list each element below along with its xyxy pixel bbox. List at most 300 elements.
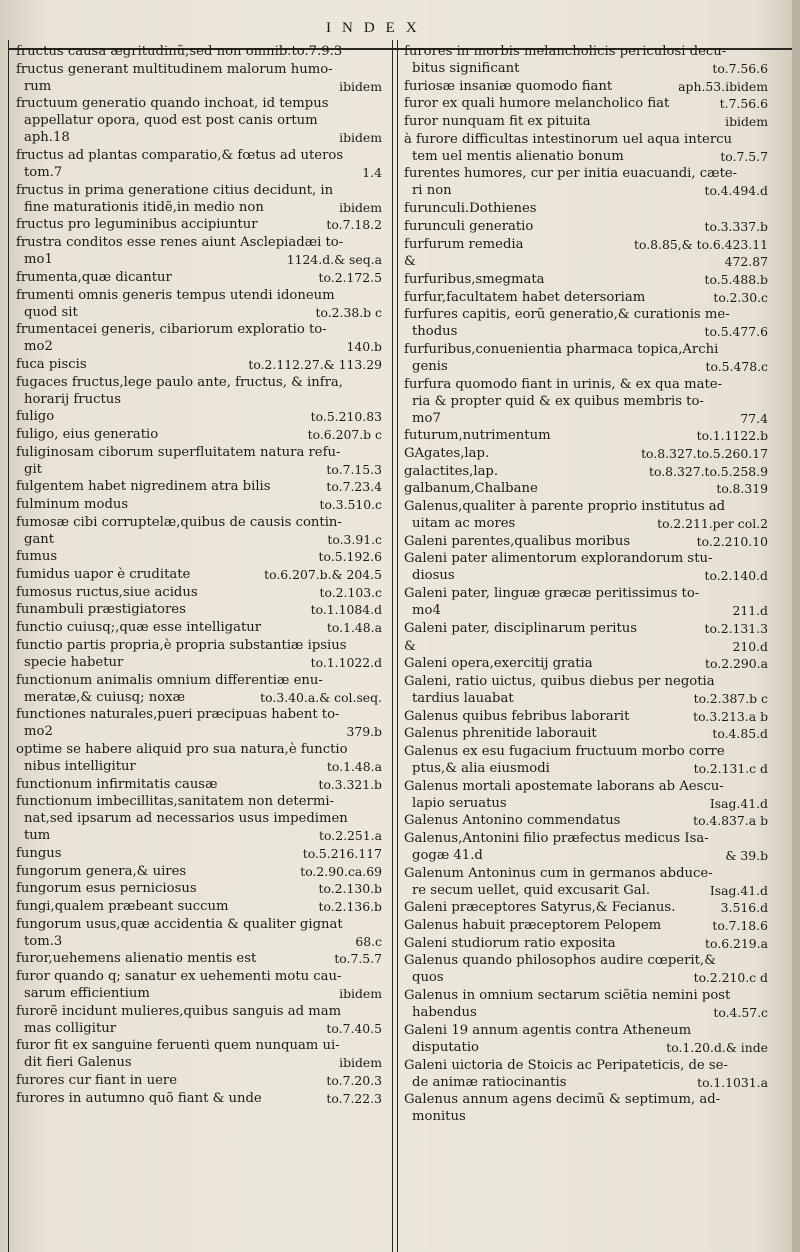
index-entry-line <box>404 113 768 130</box>
index-entry-text: nat,sed ipsarum ad necessarios usus impedimen <box>24 811 348 827</box>
index-entry-reference: to.2.172.5 <box>318 269 382 285</box>
index-entry <box>16 1090 382 1107</box>
index-entry-line <box>404 480 768 497</box>
index-entry-text: disputatio <box>412 1039 479 1055</box>
page-title: INDEX <box>326 20 428 36</box>
index-entry-text: ri non <box>412 183 452 199</box>
index-entry-line <box>404 778 768 795</box>
index-entry-line <box>16 566 382 583</box>
index-entry <box>404 952 768 986</box>
index-entry-text: bitus significant <box>412 61 520 76</box>
index-entry <box>16 444 382 478</box>
index-entry-reference: to.7.56.6 <box>712 61 768 76</box>
index-entry-text: galactites,lap. <box>404 463 499 479</box>
index-entry-text: functionum imbecillitas,sanitatem non determi- <box>16 794 334 810</box>
index-entry-line <box>404 812 768 829</box>
index-entry-line <box>404 533 768 550</box>
index-entry-text: Galenus quibus febribus laborarit <box>404 708 630 724</box>
index-entry-reference: 210.d <box>732 638 768 654</box>
index-entry <box>404 899 768 916</box>
index-entry-text: Galenus ex esu fugacium fructuum morbo corre <box>404 743 725 759</box>
index-entry-reference: to.1.1122.b <box>696 428 768 444</box>
index-entry-text: Galenus in omnium sectarum sciẽtia nemini post <box>404 988 731 1004</box>
index-entry-line <box>404 935 768 952</box>
index-entry <box>16 408 382 425</box>
index-entry-line <box>16 269 382 286</box>
index-entry-line <box>16 216 382 233</box>
index-entry-line <box>16 112 382 129</box>
index-entry-line <box>404 236 768 253</box>
index-entry <box>404 830 768 864</box>
index-entry-reference: ibidem <box>339 1055 382 1071</box>
index-entry <box>404 812 768 829</box>
index-entry-line <box>16 129 382 146</box>
index-entry-text: frumenta,quæ dicantur <box>16 269 172 285</box>
index-entry-line <box>404 638 768 655</box>
index-entry-text: fuligo, eius generatio <box>16 426 159 442</box>
index-entry-reference: ibidem <box>725 114 768 130</box>
column-rule-left <box>8 40 9 1252</box>
index-entry-text: fructuum generatio quando inchoat, id tempus <box>16 96 329 112</box>
index-entry-line <box>404 218 768 235</box>
index-entry-line <box>404 182 768 199</box>
index-entry-line <box>16 933 382 950</box>
index-entry-reference: to.7.5.7 <box>720 148 768 164</box>
index-entry-line <box>16 61 382 78</box>
index-entry-text: Galeni 19 annum agentis contra Atheneum <box>404 1022 692 1038</box>
index-entry <box>16 1037 382 1071</box>
index-entry-text: fungus <box>16 845 62 861</box>
index-entry-reference: to.7.18.6 <box>712 918 768 934</box>
index-entry-text: functionum infirmitatis causæ <box>16 776 218 792</box>
index-entry <box>404 550 768 584</box>
index-entry <box>404 917 768 934</box>
index-entry-line <box>404 690 768 707</box>
index-entry-line <box>404 1039 768 1056</box>
index-entry-text: fuca piscis <box>16 356 87 372</box>
index-entry-reference: to.2.38.b c <box>315 304 382 320</box>
index-entry-reference: to.1.1022.d <box>310 654 382 670</box>
index-entry-reference: to.5.478.c <box>705 358 768 374</box>
index-entry-reference: to.3.321.b <box>318 776 382 792</box>
index-entry-line <box>16 1072 382 1089</box>
index-entry-reference: to.2.90.ca.69 <box>300 863 382 879</box>
index-entry-line <box>404 865 768 882</box>
index-entry-text: furfuribus,smegmata <box>404 271 545 287</box>
index-entry-line <box>16 199 382 216</box>
index-entry-text: furores cur fiant in uere <box>16 1073 178 1089</box>
index-entry-line <box>16 654 382 671</box>
index-entry-line <box>404 341 768 358</box>
index-entry-text: mo2 <box>24 339 53 355</box>
index-entry-text: furor fit ex sanguine feruenti quem nunquam ui- <box>16 1038 340 1054</box>
index-entry <box>404 95 768 112</box>
column-rule-middle <box>392 40 393 1252</box>
index-entry-text: fuliginosam ciborum superfluitatem natura refu- <box>16 444 341 460</box>
index-entry <box>404 935 768 952</box>
index-entry <box>404 480 768 497</box>
index-entry-line <box>16 619 382 636</box>
index-entry-line <box>404 952 768 969</box>
index-entry-line <box>16 514 382 531</box>
index-entry-line <box>16 1037 382 1054</box>
index-column-right <box>404 43 768 1126</box>
index-entry-line <box>16 304 382 321</box>
index-entry-text: diosus <box>412 568 455 584</box>
index-entry-line <box>16 637 382 654</box>
index-entry <box>16 426 382 443</box>
index-entry <box>404 165 768 199</box>
index-entry-text: functionum animalis omnium differentiæ enu- <box>16 672 323 688</box>
index-entry-reference: ibidem <box>339 199 382 215</box>
index-entry-line <box>16 898 382 915</box>
index-entry-text: Galenus habuit præceptorem Pelopem <box>404 918 662 934</box>
index-entry-reference: ibidem <box>339 78 382 94</box>
index-entry <box>16 898 382 915</box>
index-entry-line <box>404 165 768 182</box>
index-entry <box>16 147 382 181</box>
index-entry <box>404 1022 768 1056</box>
index-entry-text: habendus <box>412 1005 477 1021</box>
index-entry-line <box>404 306 768 323</box>
index-entry <box>404 253 768 270</box>
index-entry <box>404 113 768 130</box>
index-entry-text: quos <box>412 970 444 986</box>
index-entry-text: aph.18 <box>24 130 70 146</box>
index-entry-text: dit fieri Galenus <box>24 1055 132 1071</box>
index-entry-line <box>16 706 382 723</box>
index-entry-line <box>404 1004 768 1021</box>
index-entry-line <box>404 515 768 532</box>
index-entry-text: frustra conditos esse renes aiunt Asclepiadæi to- <box>16 235 344 251</box>
index-entry <box>16 776 382 793</box>
index-entry-reference: to.1.1031.a <box>697 1074 768 1090</box>
index-entry-line <box>16 810 382 827</box>
index-entry-text: furentes humores, cur per initia euacuandi, cæte- <box>404 166 738 182</box>
index-entry-line <box>404 725 768 742</box>
index-entry-reference: to.2.30.c <box>713 289 768 305</box>
index-entry-line <box>16 321 382 338</box>
index-entry <box>16 43 382 60</box>
index-entry-line <box>16 758 382 775</box>
index-entry-text: fumus <box>16 549 58 565</box>
index-entry-line <box>404 376 768 393</box>
index-entry-line <box>16 356 382 373</box>
index-entry-line <box>404 393 768 410</box>
index-entry-reference: to.2.131.3 <box>704 620 768 636</box>
index-entry <box>404 376 768 427</box>
index-entry-reference: to.3.213.a b <box>693 708 768 724</box>
index-entry-text: re secum uellet, quid excusarit Gal. <box>412 882 651 898</box>
index-entry-text: optime se habere aliquid pro sua natura,è functio <box>16 741 348 757</box>
index-entry-line <box>404 498 768 515</box>
index-entry <box>404 778 768 812</box>
index-entry-line <box>16 916 382 933</box>
index-entry-reference: & 39.b <box>725 848 768 863</box>
index-entry-reference: to.1.20.d.& inde <box>666 1039 768 1055</box>
index-entry-line <box>404 78 768 95</box>
index-entry-line <box>404 200 768 217</box>
index-entry <box>16 216 382 233</box>
index-entry-text: fungi,qualem præbeant succum <box>16 899 229 914</box>
index-entry <box>16 968 382 1002</box>
index-entry <box>16 793 382 844</box>
index-entry-reference: to.6.207.b c <box>307 426 382 442</box>
index-entry-reference: 77.4 <box>740 410 768 426</box>
index-entry <box>16 1072 382 1089</box>
index-entry-text: furunculi.Dothienes <box>404 201 537 217</box>
index-entry-line <box>404 445 768 462</box>
index-entry-line <box>404 427 768 444</box>
index-entry-text: funambuli præstigiatores <box>16 602 186 618</box>
index-entry <box>404 533 768 550</box>
index-entry-text: furores in morbis melancholicis periculosi decu- <box>404 44 727 59</box>
index-entry-reference: to.4.837.a b <box>693 813 768 829</box>
index-entry-line <box>404 830 768 847</box>
index-entry-line <box>404 358 768 375</box>
index-entry-text: mo4 <box>412 603 441 619</box>
index-entry-reference: to.6.219.a <box>705 935 768 951</box>
index-entry <box>16 845 382 862</box>
index-entry <box>404 427 768 444</box>
index-entry-line <box>16 1003 382 1020</box>
index-entry-text: Galenus,Antonini filio præfectus medicus Isa- <box>404 831 709 846</box>
index-entry-text: & <box>404 254 416 270</box>
index-entry-text: fructus in prima generatione citius decidunt, in <box>16 182 334 198</box>
index-entry-text: fungorum usus,quæ accidentia & qualiter gignat <box>16 916 343 932</box>
index-entry-text: Galenus,qualiter à parente proprio institutus ad <box>404 499 726 515</box>
index-entry-reference: to.4.57.c <box>713 1005 768 1021</box>
index-entry <box>404 725 768 742</box>
index-entry-reference: to.3.91.c <box>327 531 382 547</box>
index-entry-text: tom.7 <box>24 165 63 181</box>
index-entry-text: sarum efficientium <box>24 986 150 1002</box>
index-entry-text: Galeni parentes,qualibus moribus <box>404 533 631 549</box>
index-entry-reference: ibidem <box>339 986 382 1002</box>
index-entry <box>404 236 768 253</box>
index-entry-reference: to.3.337.b <box>704 218 768 234</box>
index-entry-text: horarij fructus <box>24 391 122 407</box>
index-entry-reference: to.7.40.5 <box>326 1020 382 1036</box>
index-entry <box>16 321 382 355</box>
index-entry-line <box>16 78 382 95</box>
index-entry-line <box>16 741 382 758</box>
index-entry-line <box>16 584 382 601</box>
index-entry-reference: 472.87 <box>724 254 768 270</box>
index-entry <box>404 218 768 235</box>
index-entry <box>16 741 382 775</box>
index-entry-reference: to.2.251.a <box>319 828 382 844</box>
index-entry-text: Galeni præceptores Satyrus,& Fecianus. <box>404 900 676 916</box>
index-entry-reference: to.8.327.to.5.260.17 <box>641 446 768 461</box>
index-entry-text: mas colligitur <box>24 1020 117 1036</box>
index-entry-line <box>16 374 382 391</box>
index-entry-text: functiones naturales,pueri præcipuas habent to- <box>16 707 340 723</box>
index-entry-text: thodus <box>412 324 458 340</box>
index-entry <box>404 131 768 165</box>
index-entry-text: mo2 <box>24 724 53 740</box>
index-entry-line <box>16 776 382 793</box>
index-entry <box>16 619 382 636</box>
index-entry <box>404 306 768 340</box>
index-entry-text: fructus pro leguminibus accipiuntur <box>16 217 258 233</box>
index-entry-line <box>16 985 382 1002</box>
index-entry-text: de animæ ratiocinantis <box>412 1074 567 1090</box>
index-entry-reference: to.2.290.a <box>705 656 768 672</box>
index-entry-text: furor ex quali humore melancholico fiat <box>404 96 670 112</box>
index-entry-reference: to.4.85.d <box>712 726 768 742</box>
index-entry-text: furfura quomodo fiant in urinis, & ex qua mate- <box>404 376 723 392</box>
index-entry-reference: to.7.15.3 <box>326 461 382 477</box>
index-entry <box>16 637 382 671</box>
index-entry-line <box>404 253 768 270</box>
index-entry-text: Galeni pater, disciplinarum peritus <box>404 620 638 636</box>
index-entry-reference: to.2.130.b <box>318 881 382 897</box>
index-entry-reference: to.2.387.b c <box>693 690 768 706</box>
index-entry-text: Galenum Antoninus cum in germanos abduce- <box>404 865 713 881</box>
index-entry-text: fructus generant multitudinem malorum humo- <box>16 61 333 77</box>
index-entry <box>404 78 768 95</box>
index-entry-text: fructus ad plantas comparatio,& fœtus ad uteros <box>16 148 344 164</box>
index-entry <box>16 601 382 618</box>
index-entry-line <box>16 461 382 478</box>
index-entry-text: furfurum remedia <box>404 236 524 252</box>
index-entry-text: furor nunquam fit ex pituita <box>404 114 591 130</box>
index-entry-line <box>16 444 382 461</box>
page-edge <box>792 0 800 1252</box>
index-entry-reference: 68.c <box>355 933 382 949</box>
index-entry-text: Galeni pater alimentorum explorandorum stu- <box>404 551 713 567</box>
index-entry-reference: to.5.210.83 <box>310 409 382 425</box>
index-entry-line <box>404 655 768 672</box>
index-entry-text: frumentacei generis, cibariorum exploratio to- <box>16 322 327 338</box>
index-entry-text: meratæ,& cuiusq; noxæ <box>24 689 185 705</box>
index-entry-text: gant <box>24 531 55 547</box>
index-entry-text: fumidus uapor è cruditate <box>16 567 191 583</box>
index-entry-reference: to.5.488.b <box>704 271 768 287</box>
index-entry-reference: 1.4 <box>362 165 382 181</box>
index-entry-text: Galeni opera,exercitij gratia <box>404 656 593 672</box>
index-entry <box>16 374 382 408</box>
index-entry-line <box>404 550 768 567</box>
index-entry-line <box>404 708 768 725</box>
index-entry-line <box>16 234 382 251</box>
index-entry-text: Galenus phrenitide laborauit <box>404 726 597 742</box>
index-entry-line <box>16 863 382 880</box>
index-entry-line <box>404 323 768 340</box>
index-entry <box>16 234 382 268</box>
index-entry-text: furor quando q; sanatur ex uehementi motu cau- <box>16 969 342 985</box>
index-entry-reference: aph.53.ibidem <box>678 78 768 94</box>
index-entry <box>16 672 382 706</box>
index-entry-line <box>16 496 382 513</box>
index-entry-line <box>16 531 382 548</box>
index-entry-line <box>16 164 382 181</box>
index-entry-reference: t.7.56.6 <box>719 96 768 112</box>
index-entry <box>404 200 768 217</box>
index-entry-reference: to.2.136.b <box>318 899 382 914</box>
index-entry <box>404 987 768 1021</box>
index-entry-text: fugaces fructus,lege paulo ante, fructus, & infra, <box>16 374 343 390</box>
index-entry <box>16 706 382 740</box>
index-entry-reference: 3.516.d <box>720 900 768 916</box>
index-entry-line <box>16 478 382 495</box>
index-entry <box>16 95 382 146</box>
index-entry-reference: to.7.18.2 <box>326 217 382 233</box>
index-entry-line <box>16 338 382 355</box>
index-entry <box>16 182 382 216</box>
column-rule-middle-inner <box>397 40 398 1252</box>
index-entry-reference: to.8.85,& to.6.423.11 <box>634 236 768 252</box>
index-entry-text: furores in autumno quõ fiant & unde <box>16 1090 262 1106</box>
index-entry <box>16 1003 382 1037</box>
index-entry <box>16 356 382 373</box>
index-entry-text: functio partis propria,è propria substantiæ ipsius <box>16 637 347 653</box>
index-entry <box>404 743 768 777</box>
index-entry-line <box>16 1054 382 1071</box>
index-entry-line <box>16 689 382 706</box>
index-entry-text: furorẽ incidunt mulieres,quibus sanguis ad mam <box>16 1003 342 1019</box>
index-entry-line <box>404 271 768 288</box>
index-entry <box>404 620 768 637</box>
index-entry <box>16 863 382 880</box>
index-entry-line <box>16 793 382 810</box>
index-entry-text: nibus intelligitur <box>24 758 136 774</box>
index-entry-reference: to.5.477.6 <box>704 324 768 340</box>
index-entry-line <box>16 287 382 304</box>
index-entry-text: specie habetur <box>24 654 124 670</box>
index-entry-line <box>404 95 768 112</box>
index-entry-text: tardius lauabat <box>412 690 514 706</box>
index-entry-reference: to.2.140.d <box>704 568 768 584</box>
index-entry-text: Galeni, ratio uictus, quibus diebus per negotia <box>404 673 715 689</box>
index-entry <box>404 43 768 77</box>
index-entry <box>404 463 768 480</box>
index-entry-line <box>404 673 768 690</box>
index-entry-reference: to.6.207.b.& 204.5 <box>264 567 382 583</box>
index-entry-line <box>16 1090 382 1107</box>
index-entry-text: gogæ 41.d <box>412 848 483 863</box>
index-entry-line <box>16 182 382 199</box>
index-entry-text: GAgates,lap. <box>404 446 490 461</box>
index-entry-text: ria & propter quid & ex quibus membris to- <box>412 393 704 409</box>
index-entry-line <box>404 289 768 306</box>
index-entry-reference: to.3.40.a.& col.seq. <box>260 689 382 705</box>
index-entry-text: Galenus mortali apostemate laborans ab Aescu- <box>404 778 724 794</box>
index-entry-text: à furore difficultas intestinorum uel aqua intercu <box>404 131 733 147</box>
index-entry-reference: ibidem <box>339 130 382 146</box>
index-entry-reference: to.7.23.4 <box>326 479 382 495</box>
index-entry <box>16 916 382 950</box>
index-entry-text: fulgentem habet nigredinem atra bilis <box>16 479 271 495</box>
index-entry-text: furfuribus,conuenientia pharmaca topica,Archi <box>404 341 719 357</box>
index-entry-text: fructus causa ægritudinũ,sed non omnib.to.7.9.3 <box>16 44 343 59</box>
index-entry-reference: to.2.131.c d <box>693 760 768 776</box>
index-entry <box>404 289 768 306</box>
index-entry-text: fine maturationis itidẽ,in medio non <box>24 199 264 215</box>
index-entry-line <box>16 827 382 844</box>
index-entry-text: functio cuiusq;,quæ esse intelligatur <box>16 620 262 636</box>
index-entry-text: monitus <box>412 1109 466 1125</box>
index-entry-text: & <box>404 638 416 654</box>
index-entry-line <box>404 60 768 77</box>
index-entry-line <box>16 950 382 967</box>
index-entry-text: Galeni pater, linguæ græcæ peritissimus to- <box>404 586 700 602</box>
index-entry-text: fumosus ructus,siue acidus <box>16 584 198 600</box>
index-entry-reference: to.2.210.10 <box>696 533 768 549</box>
index-entry-text: Galenus Antonino commendatus <box>404 813 621 829</box>
index-entry-line <box>16 391 382 408</box>
